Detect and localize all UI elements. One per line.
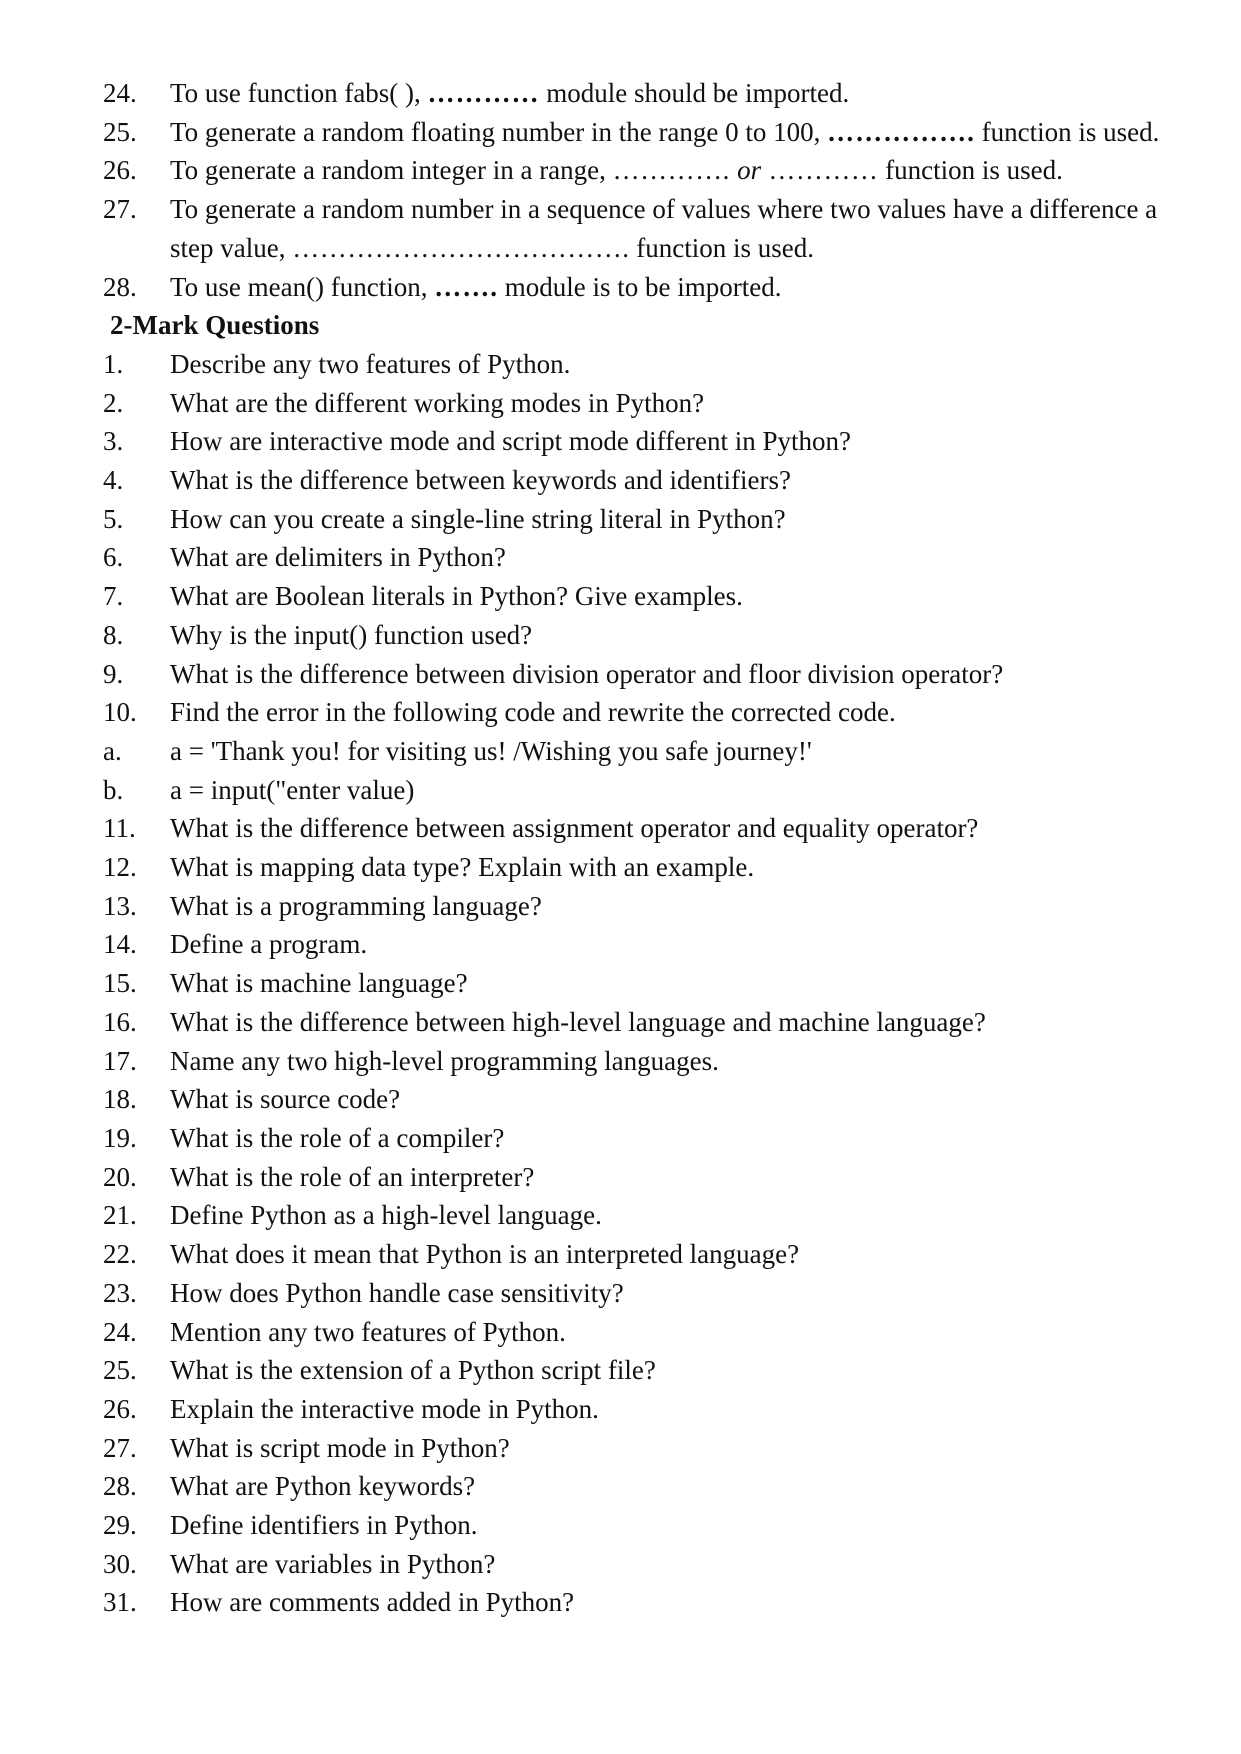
question-text: What is source code?: [170, 1084, 401, 1115]
question-text: How can you create a single-line string literal in Python?: [170, 503, 786, 534]
question-item: [100, 345, 1180, 384]
question-number: 10.: [103, 697, 137, 728]
question-text: What is script mode in Python?: [170, 1432, 510, 1463]
question-number: 31.: [103, 1587, 137, 1618]
question-item: [100, 887, 1180, 926]
question-item: [100, 1003, 1180, 1042]
question-number: a.: [103, 735, 122, 766]
question-number: 30.: [103, 1548, 137, 1579]
blank: …………: [427, 78, 540, 108]
question-item: [100, 1313, 1180, 1352]
question-item: [100, 964, 1180, 1003]
question-number: b.: [103, 774, 124, 805]
question-text: How does Python handle case sensitivity?: [170, 1277, 624, 1308]
item-number: 28.: [103, 271, 137, 302]
question-text: What is mapping data type? Explain with an example.: [170, 852, 755, 883]
question-number: 13.: [103, 890, 137, 921]
question-number: 17.: [103, 1045, 137, 1076]
question-item: [100, 1235, 1180, 1274]
question-text: Find the error in the following code and rewrite the corrected code.: [170, 697, 896, 728]
question-item: [100, 1042, 1180, 1081]
item-text: To generate a random floating number in the range 0 to 100, ……………. function is used.: [170, 116, 1160, 147]
question-text: What is machine language?: [170, 968, 468, 999]
question-number: 15.: [103, 968, 137, 999]
question-number: 19.: [103, 1122, 137, 1153]
question-text: What are the different working modes in Python?: [170, 387, 705, 418]
question-number: 27.: [103, 1432, 137, 1463]
question-item: [100, 809, 1180, 848]
question-text: What does it mean that Python is an interpreted language?: [170, 1239, 800, 1270]
fill-blank-item: [100, 190, 1180, 267]
section-heading: 2-Mark Questions: [110, 310, 320, 341]
question-number: 28.: [103, 1471, 137, 1502]
item-text: To use function fabs( ), ………… module should be imported.: [170, 78, 850, 108]
question-item: [100, 655, 1180, 694]
question-number: 29.: [103, 1510, 137, 1541]
question-item: [100, 1351, 1180, 1390]
question-number: 14.: [103, 929, 137, 960]
question-item: [100, 1158, 1180, 1197]
question-text: What is the difference between assignment operator and equality operator?: [170, 813, 979, 844]
question-text: Define Python as a high-level language.: [170, 1200, 602, 1231]
fill-blank-item: [100, 151, 1180, 190]
question-text: Why is the input() function used?: [170, 619, 533, 650]
fill-blank-item: [100, 74, 1180, 113]
question-item: [100, 1545, 1180, 1584]
question-number: 16.: [103, 1006, 137, 1037]
question-item: [100, 1467, 1180, 1506]
blank: …….: [434, 271, 499, 302]
question-text: What is the role of a compiler?: [170, 1122, 505, 1153]
question-text: Mention any two features of Python.: [170, 1316, 566, 1347]
question-number: 1.: [103, 348, 124, 379]
question-item: [100, 925, 1180, 964]
question-number: 22.: [103, 1239, 137, 1270]
question-text: How are interactive mode and script mode different in Python?: [170, 426, 852, 457]
question-text: How are comments added in Python?: [170, 1587, 575, 1618]
item-number: 24.: [103, 78, 137, 108]
question-text: Describe any two features of Python.: [170, 348, 571, 379]
question-text: What is the extension of a Python script file?: [170, 1355, 656, 1386]
fill-blank-item: [100, 113, 1180, 152]
question-text: a = input("enter value): [170, 774, 415, 805]
blank: ……………………………….: [292, 232, 630, 263]
question-text: What are delimiters in Python?: [170, 542, 506, 573]
question-item: [100, 1274, 1180, 1313]
question-number: 2.: [103, 387, 124, 418]
question-number: 18.: [103, 1084, 137, 1115]
question-number: 8.: [103, 619, 124, 650]
question-item: [100, 1429, 1180, 1468]
question-item: [100, 577, 1180, 616]
question-text: What is a programming language?: [170, 890, 542, 921]
question-list: [100, 345, 1180, 1622]
question-text: Name any two high-level programming languages.: [170, 1045, 719, 1076]
question-number: 20.: [103, 1161, 137, 1192]
question-item: [100, 1506, 1180, 1545]
question-text: What is the difference between keywords and identifiers?: [170, 465, 791, 496]
question-number: 7.: [103, 581, 124, 612]
item-number: 26.: [103, 155, 137, 186]
blank: ………….: [612, 155, 738, 186]
blank: …………….: [827, 116, 975, 147]
question-text: Explain the interactive mode in Python.: [170, 1393, 599, 1424]
question-item: [100, 538, 1180, 577]
question-text: What is the difference between division operator and floor division operator?: [170, 658, 1004, 689]
content-block: [100, 74, 1180, 1622]
question-number: 5.: [103, 503, 124, 534]
question-item: [100, 461, 1180, 500]
item-number: 25.: [103, 116, 137, 147]
question-item: [100, 693, 1180, 732]
question-item: [100, 1080, 1180, 1119]
question-number: 12.: [103, 852, 137, 883]
question-item: [100, 732, 1180, 771]
item-number: 27.: [103, 194, 137, 225]
question-item: [100, 771, 1180, 810]
question-text: What are Boolean literals in Python? Give examples.: [170, 581, 743, 612]
blank: …………: [761, 155, 879, 186]
question-text: What is the role of an interpreter?: [170, 1161, 535, 1192]
question-item: [100, 616, 1180, 655]
question-item: [100, 1390, 1180, 1429]
question-number: 4.: [103, 465, 124, 496]
question-text: What are Python keywords?: [170, 1471, 476, 1502]
question-number: 9.: [103, 658, 124, 689]
question-number: 24.: [103, 1316, 137, 1347]
question-text: What are variables in Python?: [170, 1548, 496, 1579]
question-number: 26.: [103, 1393, 137, 1424]
question-item: [100, 1119, 1180, 1158]
item-text: To generate a random number in a sequence of values where two values have a difference a step value, ………………………………. function is used.: [170, 194, 1158, 263]
question-item: [100, 500, 1180, 539]
question-number: 11.: [103, 813, 136, 844]
question-item: [100, 1583, 1180, 1622]
question-number: 6.: [103, 542, 124, 573]
question-item: [100, 384, 1180, 423]
item-text: To generate a random integer in a range, …………. or ………… function is used.: [170, 155, 1063, 186]
question-item: [100, 422, 1180, 461]
question-text: What is the difference between high-level language and machine language?: [170, 1006, 986, 1037]
fill-blank-item: [100, 268, 1180, 307]
question-number: 25.: [103, 1355, 137, 1386]
question-number: 21.: [103, 1200, 137, 1231]
item-text: To use mean() function, ……. module is to be imported.: [170, 271, 782, 302]
question-number: 23.: [103, 1277, 137, 1308]
question-text: Define a program.: [170, 929, 368, 960]
question-text: a = 'Thank you! for visiting us! /Wishing you safe journey!': [170, 735, 812, 766]
question-item: [100, 848, 1180, 887]
question-item: [100, 1196, 1180, 1235]
question-text: Define identifiers in Python.: [170, 1510, 478, 1541]
question-number: 3.: [103, 426, 124, 457]
